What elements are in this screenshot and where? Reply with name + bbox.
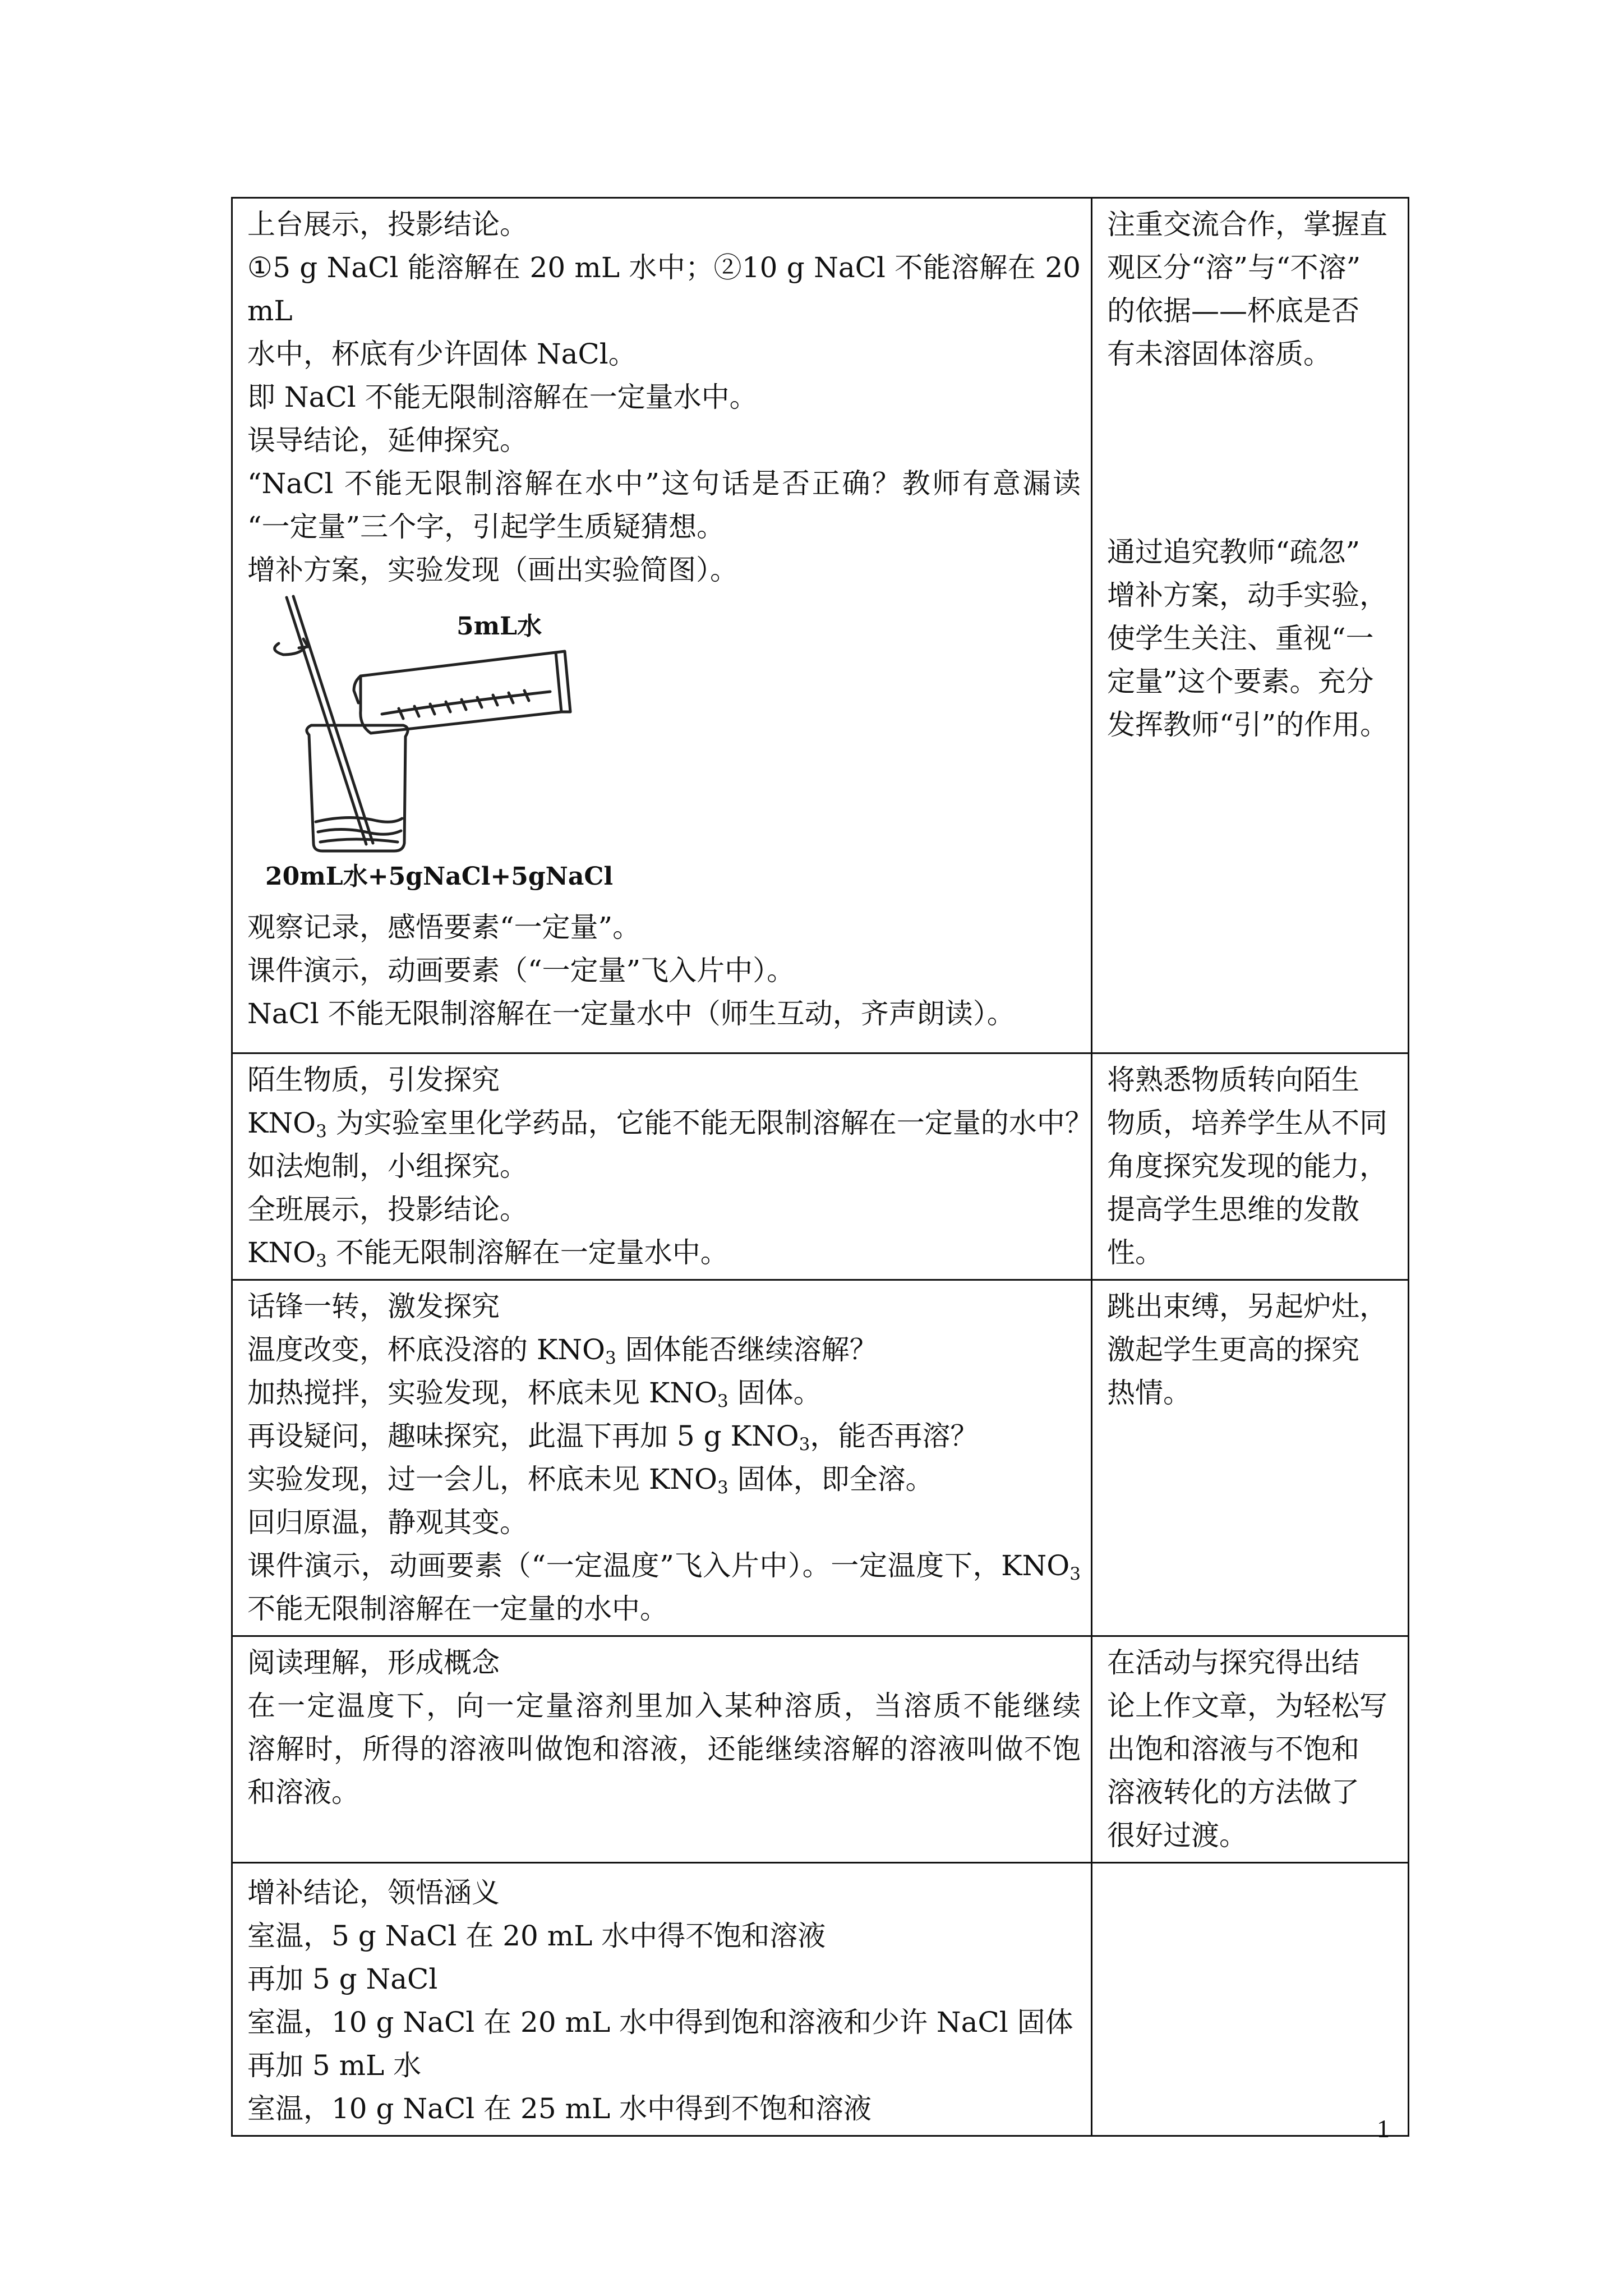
note-line: 有未溶固体溶质。 — [1107, 338, 1331, 370]
text-line: 温度改变，杯底没溶的 $KNO_3$ 固体能否继续溶解？ — [247, 1333, 878, 1368]
page-number: 1 — [1377, 2114, 1390, 2143]
intent-cell-empty — [1092, 1863, 1409, 2136]
note-line: 热情。 — [1107, 1377, 1191, 1409]
mixture-label: 20mL水+5gNaCl+5gNaCl — [265, 862, 614, 891]
table-row — [232, 198, 1409, 1053]
text-line: 室温，10 g NaCl 在 25 mL 水中得到不饱和溶液 — [247, 2092, 872, 2125]
process-cell — [232, 198, 1092, 1053]
note-line: 很好过渡。 — [1107, 1819, 1247, 1852]
text-line: 室温，5 g NaCl 在 20 mL 水中得不饱和溶液 — [247, 1920, 826, 1952]
note-line: 注重交流合作，掌握直 — [1107, 208, 1387, 241]
table-row — [232, 1863, 1409, 2136]
note-line: 物质，培养学生从不同 — [1107, 1107, 1387, 1139]
text-line: ①5 g NaCl 能溶解在 20 mL 水中；②10 g NaCl 不能溶解在 20 mL — [247, 251, 1081, 327]
text-line: 溶解时，所得的溶液叫做饱和溶液，还能继续溶解的溶液叫做不饱 — [247, 1733, 1081, 1765]
intent-cell — [1092, 1053, 1409, 1280]
table-row — [232, 1053, 1409, 1280]
text-line: 再加 5 g NaCl — [247, 1963, 438, 1995]
process-cell — [232, 1053, 1092, 1280]
text-line: 室温，10 g NaCl 在 20 mL 水中得到饱和溶液和少许 NaCl 固体 — [247, 2006, 1073, 2039]
lesson-table — [231, 197, 1409, 2137]
text-line: 陌生物质，引发探究 — [247, 1064, 500, 1096]
table-row — [232, 1280, 1409, 1636]
note-line: 出饱和溶液与不饱和 — [1107, 1733, 1359, 1765]
text-line: 课件演示，动画要素（“一定量”飞入片中）。 — [247, 954, 795, 987]
text-line: 如法炮制，小组探究。 — [247, 1150, 528, 1182]
text-line: $KNO_3$ 不能无限制溶解在一定量水中。 — [247, 1236, 728, 1271]
note-line: 使学生关注、重视“一 — [1107, 622, 1374, 655]
text-line: 阅读理解，形成概念 — [247, 1646, 500, 1679]
experiment-sketch — [264, 592, 690, 906]
text-line: 在一定温度下，向一定量溶剂里加入某种溶质，当溶质不能继续 — [247, 1690, 1081, 1722]
note-line: 增补方案，动手实验， — [1107, 579, 1387, 611]
note-line: 性。 — [1107, 1236, 1163, 1269]
text-line: 水中，杯底有少许固体 NaCl。 — [247, 338, 637, 370]
water-volume-label: 5mL水 — [457, 612, 542, 641]
note-line: 角度探究发现的能力， — [1107, 1150, 1387, 1182]
note-line: 在活动与探究得出结 — [1107, 1646, 1359, 1679]
intent-cell — [1092, 1280, 1409, 1636]
note-line: 的依据——杯底是否 — [1107, 295, 1359, 327]
intent-cell — [1092, 198, 1409, 1053]
text-line: 话锋一转，激发探究 — [247, 1290, 500, 1323]
text-line: 观察记录，感悟要素“一定量”。 — [247, 911, 641, 944]
text-line: 课件演示，动画要素（“一定温度”飞入片中）。一定温度下，$KNO_3$ — [247, 1549, 1081, 1584]
text-line: NaCl 不能无限制溶解在一定量水中（师生互动，齐声朗读）。 — [247, 997, 1015, 1030]
text-line: $KNO_3$ 为实验室里化学药品，它能不能无限制溶解在一定量的水中？ — [247, 1107, 1093, 1142]
intent-cell — [1092, 1636, 1409, 1863]
table-row — [232, 1636, 1409, 1863]
text-line: 增补结论，领悟涵义 — [247, 1876, 500, 1909]
note-line: 定量”这个要素。充分 — [1107, 665, 1374, 698]
text-line: 上台展示，投影结论。 — [247, 208, 528, 241]
note-line: 提高学生思维的发散 — [1107, 1193, 1359, 1226]
note-line: 跳出束缚，另起炉灶， — [1107, 1290, 1387, 1323]
text-line: 再设疑问，趣味探究，此温下再加 5 g $KNO_3$，能否再溶？ — [247, 1420, 979, 1455]
text-line: 实验发现，过一会儿，杯底未见 $KNO_3$ 固体，即全溶。 — [247, 1463, 934, 1498]
note-line: 观区分“溶”与“不溶” — [1107, 251, 1361, 284]
text-line: 和溶液。 — [247, 1776, 359, 1809]
process-cell — [232, 1636, 1092, 1863]
text-line: 回归原温，静观其变。 — [247, 1506, 528, 1539]
text-line: 误导结论，延伸探究。 — [247, 424, 528, 457]
text-line: “一定量”三个字，引起学生质疑猜想。 — [247, 510, 725, 543]
text-line: “NaCl 不能无限制溶解在水中”这句话是否正确？教师有意漏读 — [247, 467, 1081, 500]
note-line: 论上作文章，为轻松写 — [1107, 1690, 1387, 1722]
note-line: 溶液转化的方法做了 — [1107, 1776, 1359, 1809]
note-line: 将熟悉物质转向陌生 — [1107, 1064, 1359, 1096]
text-line: 即 NaCl 不能无限制溶解在一定量水中。 — [247, 381, 758, 413]
text-line: 增补方案，实验发现（画出实验简图）。 — [247, 554, 738, 586]
note-line: 发挥教师“引”的作用。 — [1107, 708, 1389, 741]
note-line: 激起学生更高的探究 — [1107, 1333, 1359, 1366]
text-line: 再加 5 mL 水 — [247, 2049, 422, 2082]
text-line: 全班展示，投影结论。 — [247, 1193, 528, 1226]
text-line: 不能无限制溶解在一定量的水中。 — [247, 1593, 668, 1625]
process-cell — [232, 1863, 1092, 2136]
note-line: 通过追究教师“疏忽” — [1107, 536, 1361, 568]
text-line: 加热搅拌，实验发现，杯底未见 $KNO_3$ 固体。 — [247, 1377, 822, 1411]
process-cell — [232, 1280, 1092, 1636]
